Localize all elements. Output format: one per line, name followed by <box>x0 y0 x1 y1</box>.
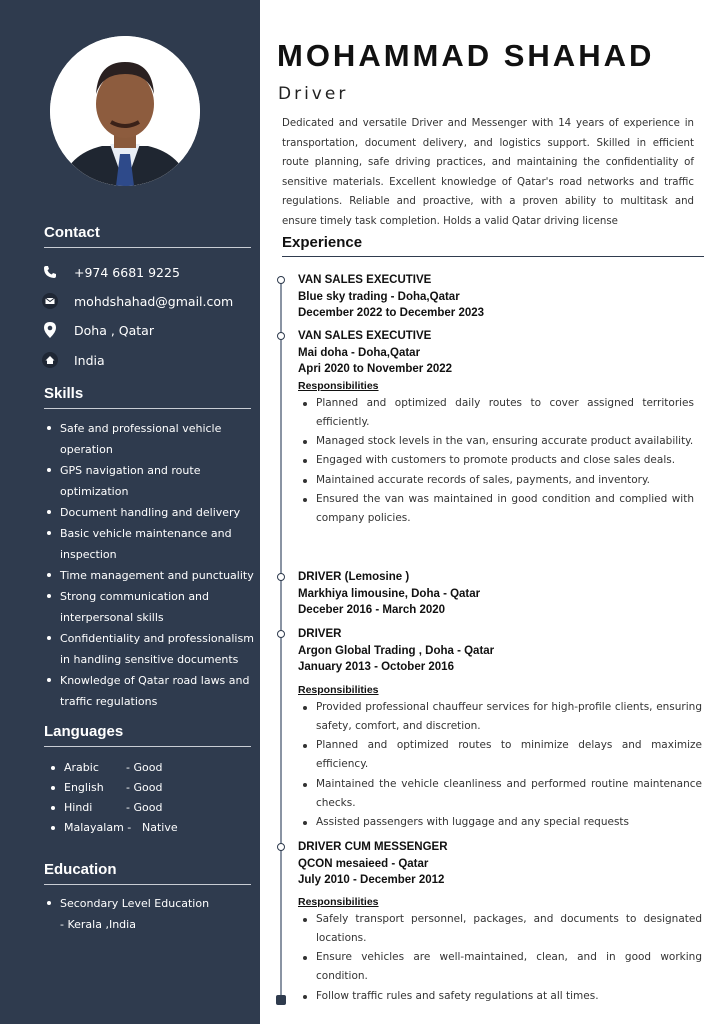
list-item: Planned and optimized routes to minimize delays and maximize efficiency. <box>298 736 702 775</box>
language-level: - Good <box>126 781 163 794</box>
list-item <box>48 758 260 778</box>
contact-country <box>42 350 105 370</box>
responsibilities-list <box>298 698 702 833</box>
contact-location <box>42 320 154 340</box>
languages-heading: Languages <box>44 723 251 747</box>
list-item <box>48 798 260 818</box>
list-item: Provided professional chauffeur services for high-profile clients, ensuring safety, comfort, and discretion. <box>298 698 702 737</box>
job-title: VAN SALES EXECUTIVE <box>298 274 432 286</box>
skills-heading: Skills <box>44 385 251 409</box>
timeline-end-marker <box>276 995 286 1005</box>
list-item <box>48 778 260 798</box>
list-item: Maintained accurate records of sales, payments, and inventory. <box>298 471 694 490</box>
contact-phone-text: +974 6681 9225 <box>74 264 180 280</box>
contact-phone <box>42 262 180 282</box>
experience-entry <box>298 328 694 529</box>
list-item: Document handling and delivery <box>44 502 256 523</box>
phone-icon <box>42 264 58 280</box>
language-level: - Good <box>126 761 163 774</box>
job-dates: Apri 2020 to November 2022 <box>298 363 453 375</box>
list-item: Safely transport personnel, packages, and documents to designated locations. <box>298 910 702 949</box>
job-title: DRIVER CUM MESSENGER <box>298 841 448 853</box>
experience-entry <box>298 272 702 322</box>
languages-list <box>48 758 260 838</box>
list-item: Confidentiality and professionalism in handling sensitive documents <box>44 628 256 670</box>
list-item: Maintained the vehicle cleanliness and performed routine maintenance checks. <box>298 775 702 814</box>
job-company: QCON mesaieed - Qatar <box>298 857 429 870</box>
job-company: Blue sky trading - Doha,Qatar <box>298 290 460 303</box>
timeline-marker <box>277 276 285 284</box>
experience-heading: Experience <box>282 234 704 257</box>
language-name: Arabic <box>64 761 99 774</box>
responsibilities-label: Responsibilities <box>298 379 379 392</box>
language-name: Hindi <box>64 801 93 814</box>
job-company: Argon Global Trading , Doha - Qatar <box>298 644 495 657</box>
sidebar <box>0 0 260 1024</box>
job-title: DRIVER <box>298 628 342 640</box>
job-company: Mai doha - Doha,Qatar <box>298 346 421 359</box>
job-dates: Deceber 2016 - March 2020 <box>298 604 446 616</box>
job-title: Driver <box>278 84 349 104</box>
profile-photo <box>50 36 200 186</box>
job-dates: January 2013 - October 2016 <box>298 661 454 673</box>
language-level: Native <box>142 821 178 834</box>
home-icon <box>42 352 58 368</box>
list-item: Basic vehicle maintenance and inspection <box>44 523 256 565</box>
timeline-marker <box>277 630 285 638</box>
job-title: DRIVER (Lemosine ) <box>298 571 410 583</box>
contact-heading: Contact <box>44 224 251 248</box>
experience-entry <box>298 626 702 833</box>
timeline-marker <box>277 573 285 581</box>
job-company: Markhiya limousine, Doha - Qatar <box>298 587 481 600</box>
email-icon <box>42 293 58 309</box>
job-dates: December 2022 to December 2023 <box>298 307 485 319</box>
timeline-line <box>280 276 282 1001</box>
contact-location-text: Doha , Qatar <box>74 322 154 338</box>
contact-email <box>42 291 233 311</box>
timeline-marker <box>277 332 285 340</box>
list-item: Engaged with customers to promote products and close sales deals. <box>298 451 694 470</box>
skills-list <box>44 418 256 712</box>
experience-entry <box>298 839 702 1006</box>
list-item <box>48 818 260 838</box>
list-item: Planned and optimized daily routes to cover assigned territories efficiently. <box>298 394 694 433</box>
list-item: Knowledge of Qatar road laws and traffic regulations <box>44 670 256 712</box>
list-item: Ensured the van was maintained in good condition and complied with company policies. <box>298 490 694 529</box>
responsibilities-label: Responsibilities <box>298 895 379 908</box>
education-heading: Education <box>44 861 251 885</box>
list-item: Managed stock levels in the van, ensuring accurate product availability. <box>298 432 694 451</box>
list-item: Secondary Level Education - Kerala ,India <box>44 893 214 935</box>
profile-summary: Dedicated and versatile Driver and Messenger with 14 years of experience in transportation, document delivery, and logistics support. Skilled in efficient route planning, safe driving practices, and maintaining the confidentiality of sensitive materials. Excellent knowledge of Qatar's road networks and traffic regulations. Reliable and proactive, with a proven ability to multitask and ensure timely task completion. Holds a valid Qatar driving license <box>282 118 694 227</box>
language-name: Malayalam - <box>64 821 132 834</box>
responsibilities-list <box>298 910 702 1006</box>
experience-entry <box>298 569 702 619</box>
job-title: VAN SALES EXECUTIVE <box>298 330 432 342</box>
job-dates: July 2010 - December 2012 <box>298 874 445 886</box>
language-level: - Good <box>126 801 163 814</box>
list-item: Time management and punctuality <box>44 565 256 586</box>
list-item: Ensure vehicles are well-maintained, clean, and in good working condition. <box>298 948 702 987</box>
list-item: Safe and professional vehicle operation <box>44 418 256 460</box>
education-list <box>44 893 214 935</box>
language-name: English <box>64 781 104 794</box>
candidate-name: MOHAMMAD SHAHAD <box>277 38 655 73</box>
list-item: Follow traffic rules and safety regulations at all times. <box>298 987 702 1006</box>
list-item: Assisted passengers with luggage and any special requests <box>298 813 702 832</box>
responsibilities-label: Responsibilities <box>298 683 379 696</box>
location-pin-icon <box>42 322 58 338</box>
responsibilities-list <box>298 394 694 529</box>
timeline-marker <box>277 843 285 851</box>
list-item: Strong communication and interpersonal skills <box>44 586 256 628</box>
contact-country-text: India <box>74 352 105 368</box>
contact-email-text: mohdshahad@gmail.com <box>74 293 234 309</box>
list-item: GPS navigation and route optimization <box>44 460 256 502</box>
